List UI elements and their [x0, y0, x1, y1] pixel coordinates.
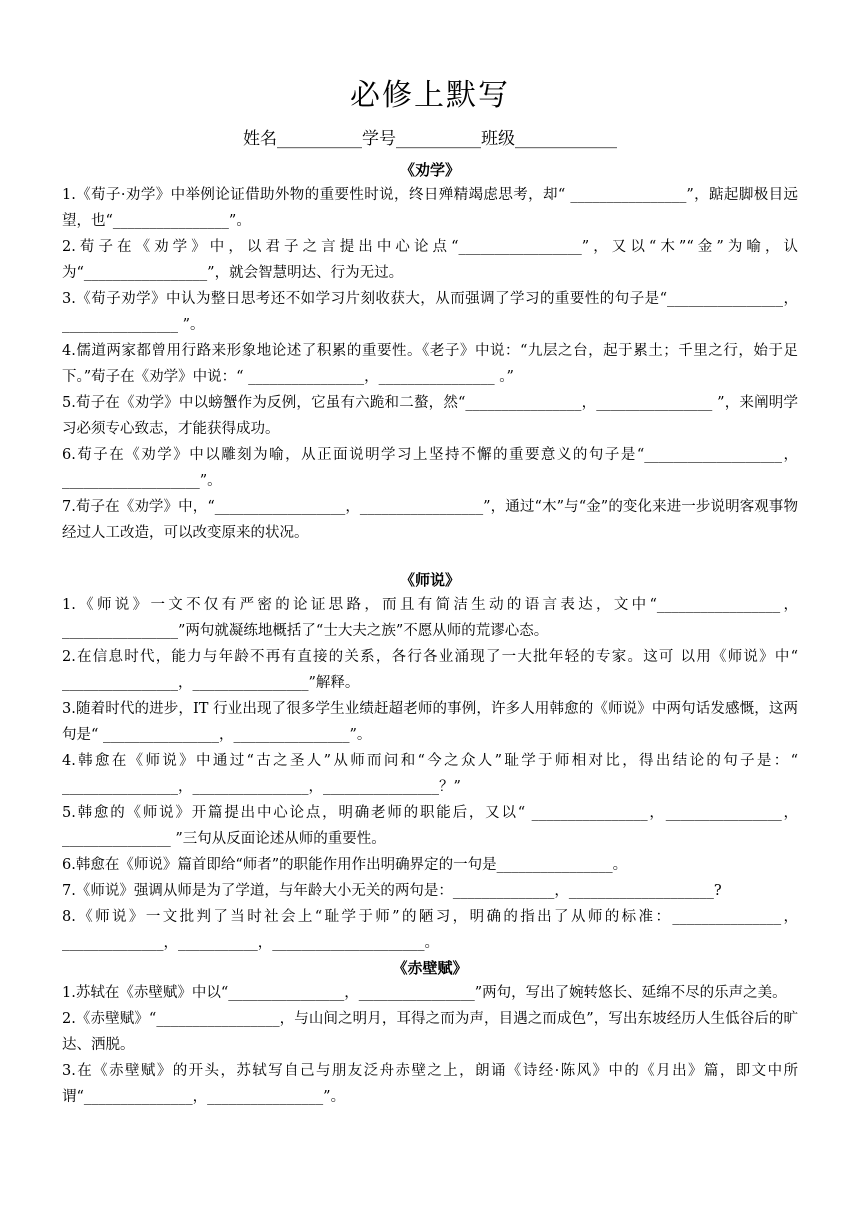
worksheet-page — [62, 70, 798, 1110]
question-item: 4.韩愈在《师说》中通过“古之圣人”从师而问和“今之众人”耻学于师相对比，得出结论的句子是：“ ________________，________________，________________？” — [62, 753, 798, 795]
question-item: 1.《师说》一文不仅有严密的论证思路，而且有简洁生动的语言表达，文中“_________________，________________”两句就凝练地概括了“士大夫之族”不愿从师的荒谬心态。 — [62, 597, 798, 639]
section-title: 《师说》 — [399, 571, 460, 589]
question-item: 2.在信息时代，能力与年龄不再有直接的关系，各行各业涌现了一大批年轻的专家。这可 以用《师说》中“ ________________，________________”解释。 — [62, 649, 798, 691]
page-title: 必修上默写 — [350, 78, 510, 113]
question-item: 2.《赤壁赋》“_________________，与山间之明月，耳得之而为声，目遇之而成色”，写出东坡经历人生低谷后的旷达、洒脱。 — [62, 1011, 798, 1053]
question-item: 2.荀子在《劝学》中，以君子之言提出中心论点“_________________”，又以“木”“金”为喻，认为“_________________”，就会智慧明达、行为无过。 — [62, 239, 798, 281]
section-title: 《劝学》 — [399, 161, 460, 179]
question-item: 6.荀子在《劝学》中以雕刻为喻，从正面说明学习上坚持不懈的重要意义的句子是“___________________，___________________”。 — [62, 447, 798, 489]
section-quanxue — [62, 158, 798, 546]
question-item: 5.韩愈的《师说》开篇提出中心论点，明确老师的职能后，又以“ ________________，________________，_______________ ”三句从反面论述从师的重要性。 — [62, 805, 798, 847]
section-chibifu — [62, 956, 798, 1110]
section-title: 《赤壁赋》 — [392, 959, 468, 977]
section-shishuo — [62, 568, 798, 956]
question-item: 6.韩愈在《师说》篇首即给“师者”的职能作用作出明确界定的一句是________________。 — [62, 857, 628, 873]
question-item: 1.《荀子·劝学》中举例论证借助外物的重要性时说，终日殚精竭虑思考，却“ ________________”，踮起脚极目远望，也“________________”。 — [62, 187, 798, 229]
student-info-line: 姓名__________学号__________班级____________ — [243, 129, 617, 149]
question-item: 1.苏轼在《赤壁赋》中以“________________，________________”两句，写出了婉转悠长、延绵不尽的乐声之美。 — [62, 985, 787, 1001]
question-item: 3.随着时代的进步，IT 行业出现了很多学生业绩赶超老师的事例，许多人用韩愈的《师说》中两句话发感慨，这两句是“ ________________，________________”。 — [62, 701, 798, 743]
question-item: 7.《师说》强调从师是为了学道，与年龄大小无关的两句是：______________，____________________? — [62, 883, 722, 899]
question-item: 8.《师说》一文批判了当时社会上“耻学于师”的陋习，明确的指出了从师的标准：_______________，______________，___________，_____________________。 — [62, 909, 798, 951]
question-item: 3.在《赤壁赋》的开头，苏轼写自己与朋友泛舟赤壁之上，朗诵《诗经·陈风》中的《月出》篇，即文中所谓“_______________，________________”。 — [62, 1063, 798, 1105]
section-spacer — [62, 546, 798, 568]
question-item: 5.荀子在《劝学》中以螃蟹作为反例，它虽有六跪和二螯，然“________________，________________ ”，来阐明学习必须专心致志，才能获得成功。 — [62, 395, 798, 437]
question-item: 4.儒道两家都曾用行路来形象地论述了积累的重要性。《老子》中说：“九层之台，起于累土；千里之行，始于足下。”荀子在《劝学》中说：“ ________________，________________ 。” — [62, 343, 798, 385]
question-item: 7.荀子在《劝学》中，“__________________，_________________”，通过“木”与“金”的变化来进一步说明客观事物经过人工改造，可以改变原来的状况。 — [62, 499, 798, 541]
question-item: 3.《荀子劝学》中认为整日思考还不如学习片刻收获大，从而强调了学习的重要性的句子是“________________，________________ ”。 — [62, 291, 798, 333]
